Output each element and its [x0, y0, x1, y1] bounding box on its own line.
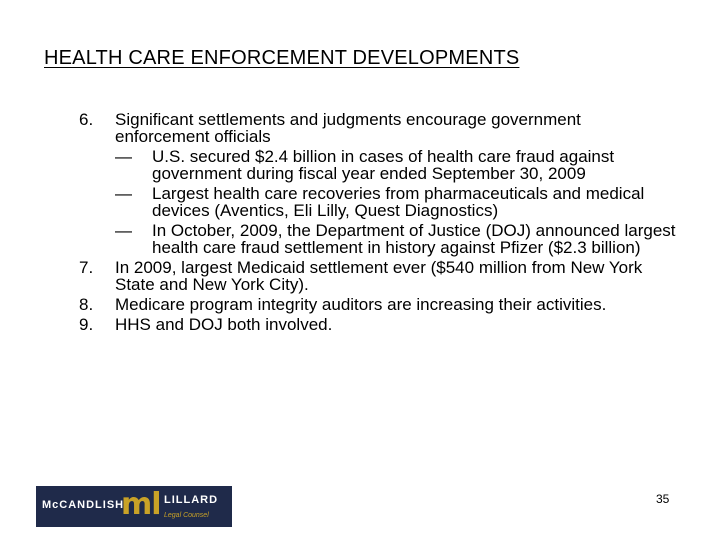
- list-number: 8.: [79, 295, 94, 314]
- logo-name-left: McCANDLISH: [42, 499, 125, 511]
- list-number: 9.: [79, 315, 94, 334]
- dash-bullet: —: [115, 147, 132, 166]
- dash-bullet: —: [115, 184, 132, 203]
- list-text: HHS and DOJ both involved.: [115, 315, 333, 334]
- list-item-7: [79, 259, 679, 293]
- list-text: In 2009, largest Medicaid settlement ever ($540 million from New York State and New York City).: [115, 258, 643, 294]
- firm-logo: [36, 486, 232, 527]
- logo-name-right: LILLARD: [164, 494, 219, 506]
- sub-item: [115, 148, 679, 182]
- list-number: 6.: [79, 110, 94, 129]
- page-number: 35: [656, 492, 670, 506]
- list-number: 7.: [79, 258, 94, 277]
- list-text: Medicare program integrity auditors are increasing their activities.: [115, 295, 607, 314]
- sub-item: [115, 222, 679, 256]
- logo-monogram: ml: [121, 487, 161, 522]
- numbered-list: [79, 111, 679, 336]
- logo-subtitle: Legal Counsel: [164, 512, 209, 519]
- sub-item: [115, 185, 679, 219]
- list-item-8: [79, 296, 679, 313]
- sub-item-text: Largest health care recoveries from pharmaceuticals and medical devices (Aventics, Eli Lilly, Quest Diagnostics): [152, 184, 645, 220]
- list-item-6: [79, 111, 679, 256]
- dash-bullet: —: [115, 221, 132, 240]
- slide-title: HEALTH CARE ENFORCEMENT DEVELOPMENTS: [44, 47, 520, 69]
- sub-item-text: U.S. secured $2.4 billion in cases of health care fraud against government during fiscal year ended September 30, 2009: [152, 147, 615, 183]
- list-text: Significant settlements and judgments encourage government enforcement officials: [115, 110, 581, 146]
- list-item-9: [79, 316, 679, 333]
- sub-item-text: In October, 2009, the Department of Justice (DOJ) announced largest health care fraud settlement in history against Pfizer ($2.3 billion): [152, 221, 676, 257]
